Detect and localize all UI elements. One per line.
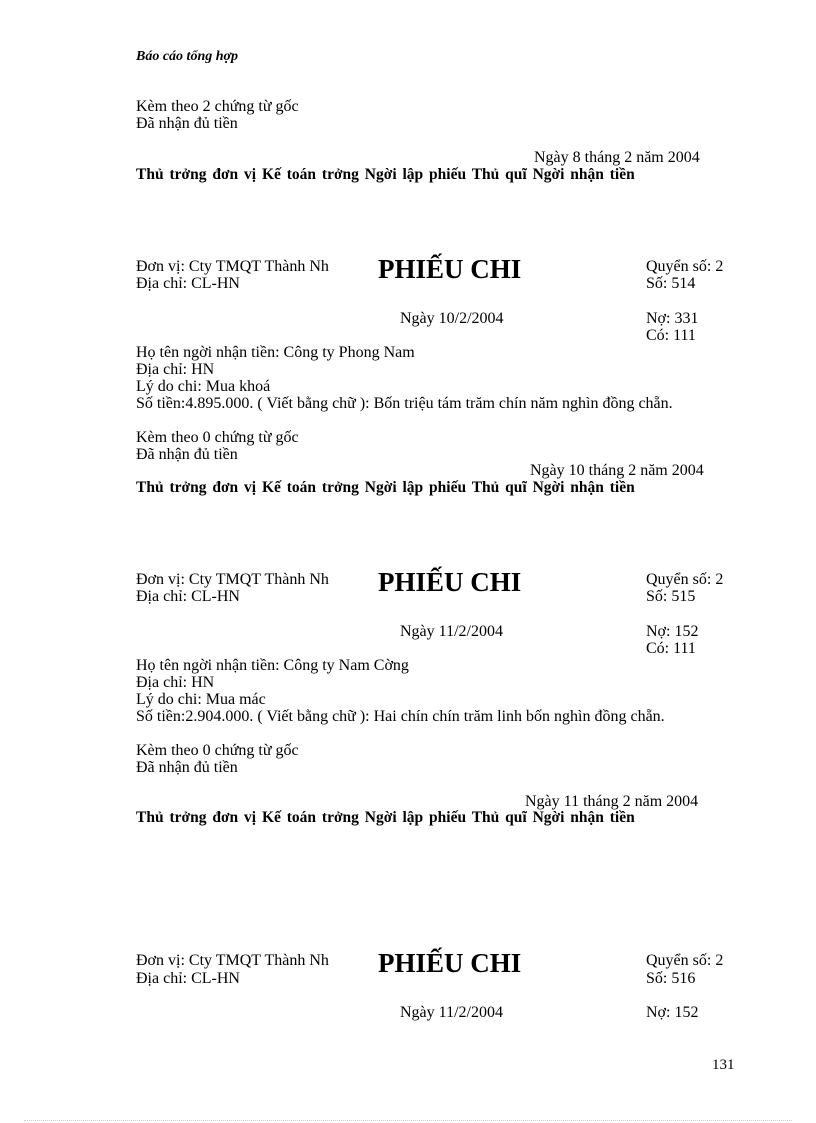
- voucher-title: PHIẾU CHI: [378, 948, 522, 978]
- date-line: Ngày 10 tháng 2 năm 2004: [530, 462, 704, 479]
- debit-account: Nợ: 331: [646, 310, 699, 327]
- received-line: Đã nhận đủ tiền: [136, 115, 238, 132]
- signature-line: Thủ trởng đơn vị Kế toán trởng Ngời lập phiếu Thủ quĩ Ngời nhận tiền: [136, 166, 635, 183]
- date-line: Ngày 11 tháng 2 năm 2004: [525, 793, 699, 810]
- voucher-number: Số: 516: [646, 970, 696, 987]
- amount-line: Số tiền:2.904.000. ( Viết bằng chữ ): Hai chín chín trăm linh bốn nghìn đồng chẵn.: [136, 708, 665, 725]
- book-number: Quyển số: 2: [646, 571, 724, 588]
- signature-line: Thủ trởng đơn vị Kế toán trởng Ngời lập phiếu Thủ quĩ Ngời nhận tiền: [136, 479, 635, 496]
- attachments-line: Kèm theo 2 chứng từ gốc: [136, 98, 299, 115]
- received-line: Đã nhận đủ tiền: [136, 446, 238, 463]
- reason-line: Lý do chi: Mua khoá: [136, 378, 271, 395]
- credit-account: Có: 111: [646, 327, 696, 344]
- page-header: Báo cáo tổng hợp: [136, 49, 239, 64]
- voucher-title: PHIẾU CHI: [378, 254, 522, 284]
- voucher-date: Ngày 10/2/2004: [400, 310, 504, 327]
- attachments-line: Kèm theo 0 chứng từ gốc: [136, 742, 299, 759]
- page-number: 131: [712, 1057, 735, 1073]
- date-line: Ngày 8 tháng 2 năm 2004: [534, 149, 700, 166]
- recipient-address: Địa chỉ: HN: [136, 674, 215, 691]
- voucher-date: Ngày 11/2/2004: [400, 623, 503, 640]
- book-number: Quyển số: 2: [646, 258, 724, 275]
- recipient-line: Họ tên ngời nhận tiền: Công ty Nam Cờng: [136, 657, 409, 674]
- credit-account: Có: 111: [646, 640, 696, 657]
- debit-account: Nợ: 152: [646, 623, 699, 640]
- unit-line: Đơn vị: Cty TMQT Thành Nh: [136, 258, 329, 275]
- amount-line: Số tiền:4.895.000. ( Viết bằng chữ ): Bốn triệu tám trăm chín năm nghìn đồng chẵn.: [136, 395, 673, 412]
- voucher-number: Số: 514: [646, 275, 696, 292]
- unit-line: Đơn vị: Cty TMQT Thành Nh: [136, 952, 329, 969]
- address-line: Địa chỉ: CL-HN: [136, 588, 240, 605]
- received-line: Đã nhận đủ tiền: [136, 759, 238, 776]
- voucher-number: Số: 515: [646, 588, 696, 605]
- debit-account: Nợ: 152: [646, 1004, 699, 1021]
- unit-line: Đơn vị: Cty TMQT Thành Nh: [136, 571, 329, 588]
- page-bottom-rule: [24, 1120, 792, 1121]
- book-number: Quyển số: 2: [646, 952, 724, 969]
- attachments-line: Kèm theo 0 chứng từ gốc: [136, 429, 299, 446]
- voucher-date: Ngày 11/2/2004: [400, 1004, 503, 1021]
- signature-line: Thủ trởng đơn vị Kế toán trởng Ngời lập phiếu Thủ quĩ Ngời nhận tiền: [136, 809, 635, 826]
- recipient-address: Địa chỉ: HN: [136, 361, 215, 378]
- address-line: Địa chỉ: CL-HN: [136, 970, 240, 987]
- reason-line: Lý do chi: Mua mác: [136, 691, 266, 708]
- voucher-title: PHIẾU CHI: [378, 567, 522, 597]
- recipient-line: Họ tên ngời nhận tiền: Công ty Phong Nam: [136, 344, 415, 361]
- address-line: Địa chỉ: CL-HN: [136, 275, 240, 292]
